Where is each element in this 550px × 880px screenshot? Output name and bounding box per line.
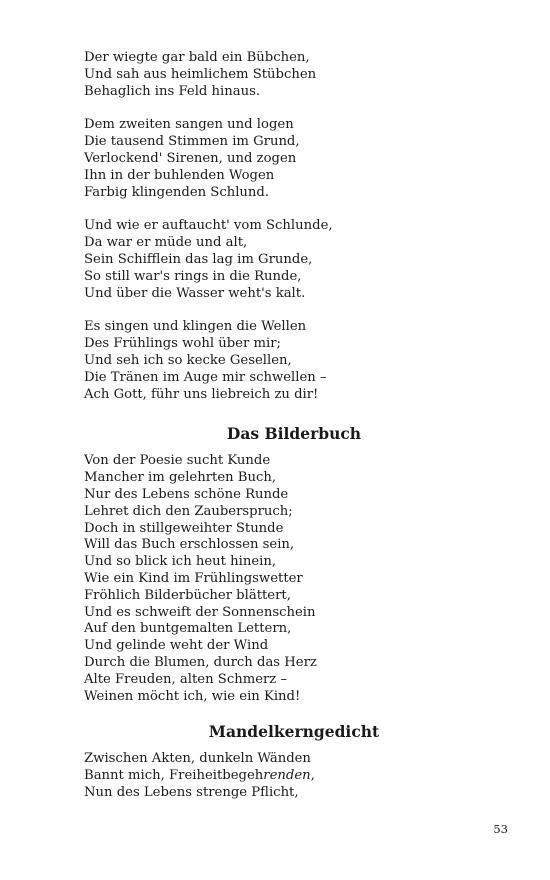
verse-line: Lehret dich den Zauberspruch; [84,503,293,519]
verse-line: Ihn in der buhlenden Wogen [84,167,275,183]
poem-mandelkern-body [84,751,504,801]
poem-title-mandelkerngedicht: Mandelkerngedicht [208,722,380,742]
verse-line: Nur des Lebens schöne Runde [84,486,289,502]
verse-line: Will das Buch erschlossen sein, [84,537,295,553]
verse-line: Dem zweiten sangen und logen [84,117,294,133]
stanza-4 [84,319,504,403]
poem-title-bilderbuch: Das Bilderbuch [226,424,362,444]
verse-segment-italic: renden [263,768,311,784]
verse-line: Auf den buntgemalten Lettern, [84,621,292,637]
stanza-3 [84,218,504,302]
verse-line: Alte Freuden, alten Schmerz – [84,671,288,687]
verse-line-mixed [84,768,504,785]
verse-line: Von der Poesie sucht Kunde [84,453,271,469]
verse-line: Und über die Wasser weht's kalt. [84,285,306,301]
verse-line: Es singen und klingen die Wellen [84,319,307,335]
verse-line: Zwischen Akten, dunkeln Wänden [84,751,311,767]
poem-bilderbuch-body [84,453,504,705]
verse-segment: Bannt mich, Freiheitbegeh [84,768,264,784]
verse-line: Nun des Lebens strenge Pflicht, [84,784,299,800]
stanza-1 [84,50,504,100]
verse-line: Der wiegte gar bald ein Bübchen, [84,50,310,65]
verse-line: Mancher im gelehrten Buch, [84,470,277,486]
verse-line: Doch in stillgeweihter Stunde [84,520,284,536]
verse-line: Farbig klingenden Schlund. [84,184,270,200]
verse-line: Die tausend Stimmen im Grund, [84,134,300,150]
verse-line: Und es schweift der Sonnenschein [84,604,316,620]
verse-line: Und gelinde weht der Wind [84,638,269,654]
stanza-2 [84,117,504,201]
verse-line: Verlockend' Sirenen, und zogen [84,150,297,166]
verse-line: Und so blick ich heut hinein, [84,554,277,570]
verse-line: Ach Gott, führ uns liebreich zu dir! [84,386,319,402]
verse-line: Fröhlich Bilderbücher blättert, [84,587,291,603]
verse-line: Sein Schifflein das lag im Grunde, [84,251,313,267]
verse-line: Durch die Blumen, durch das Herz [84,654,317,670]
verse-line: Weinen möcht ich, wie ein Kind! [84,688,301,704]
verse-line: Und seh ich so kecke Gesellen, [84,352,292,368]
page-content [84,50,504,802]
verse-line: Des Frühlings wohl über mir; [84,336,281,352]
verse-line: Und wie er auftaucht' vom Schlunde, [84,218,333,234]
verse-line: Wie ein Kind im Frühlingswetter [84,570,303,586]
verse-line: So still war's rings in die Runde, [84,268,302,284]
verse-line: Behaglich ins Feld hinaus. [84,83,261,99]
page-number: 53 [493,822,508,836]
verse-line: Und sah aus heimlichem Stübchen [84,66,317,82]
verse-line: Da war er müde und alt, [84,235,248,251]
verse-segment: , [310,768,315,784]
verse-line: Die Tränen im Auge mir schwellen – [84,369,327,385]
